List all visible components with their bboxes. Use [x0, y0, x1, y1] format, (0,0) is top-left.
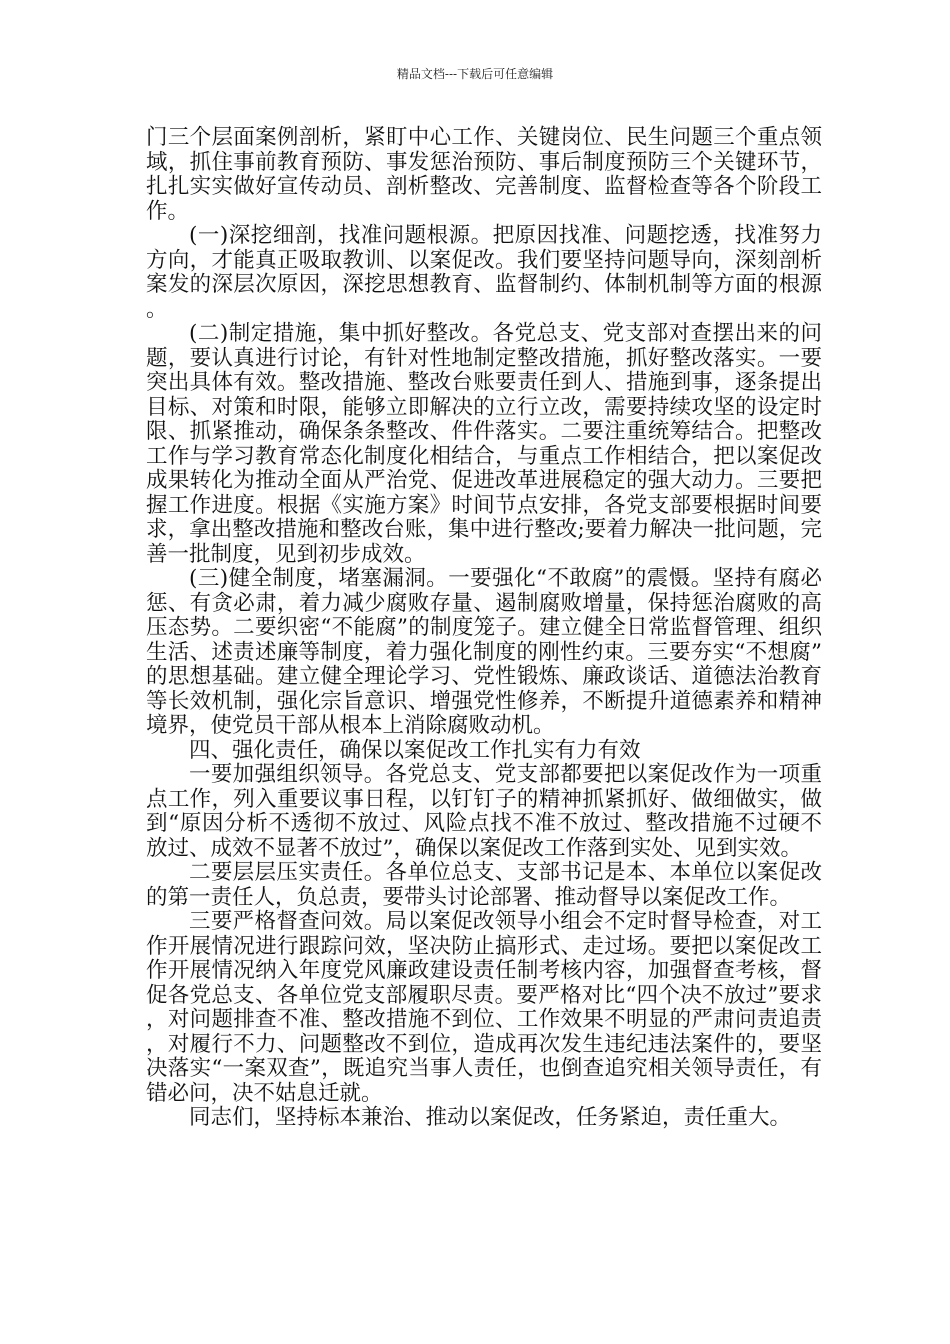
paragraph-rectification-measures: (二)制定措施，集中抓好整改。各党总支、党支部对查摆出来的问题，要认真进行讨论，有针对性地制定整改措施，抓好整改落实。一要突出具体有效。整改措施、整改台账要责任到人、措施到事，逐条提出目标、对策和时限，能够立即解决的立行立改，需要持续攻坚的设定时限、抓紧推动，确保条条整改、件件落实。二要注重统筹结合。把整改工作与学习教育常态化制度化相结合，与重点工作相结合，把以案促改成果转化为推动全面从严治党、促进改革进展稳定的强大动力。三要把握工作进度。根据《实施方案》时间节点安排，各党支部要根据时间要求，拿出整改措施和整改台账，集中进行整改;要着力解决一批问题，完善一批制度，见到初步成效。 [146, 321, 822, 567]
paragraph-sound-system: (三)健全制度，堵塞漏洞。一要强化“不敢腐”的震慑。坚持有腐必惩、有贪必肃，着力减少腐败存量、遏制腐败增量，保持惩治腐败的高压态势。二要织密“不能腐”的制度笼子。建立健全日常监督管理、组织生活、述责述廉等制度，着力强化制度的刚性约束。三要夯实“不想腐”的思想基础。建立健全理论学习、党性锻炼、廉政谈话、道德法治教育等长效机制，强化宗旨意识、增强党性修养，不断提升道德素养和精神境界，使党员干部从根本上消除腐败动机。 [146, 566, 822, 738]
section-heading-responsibility: 四、强化责任，确保以案促改工作扎实有力有效 [189, 737, 641, 763]
page-header: 精品文档---下载后可任意编辑 [396, 67, 554, 81]
document-body [146, 126, 822, 1131]
paragraph-organizational-leadership: 一要加强组织领导。各党总支、党支部都要把以案促改作为一项重点工作，列入重要议事日程，以钉钉子的精神抓紧抓好、做细做实，做到“原因分析不透彻不放过、风险点找不准不放过、整改措施不过硬不放过、成效不显著不放过”，确保以案促改工作落到实处、见到实效。 [146, 762, 822, 861]
paragraph-layered-responsibility: 二要层层压实责任。各单位总支、支部书记是本、本单位以案促改的第一责任人，负总责，要带头讨论部署、推动督导以案促改工作。 [146, 860, 822, 910]
paragraph-dig-root-causes: (一)深挖细剖，找准问题根源。把原因找准、问题挖透，找准努力方向，才能真正吸取教训、以案促改。我们要坚持问题导向，深刻剖析案发的深层次原因，深挖思想教育、监督制约、体制机制等方面的根源。 [146, 223, 822, 322]
paragraph-closing: 同志们，坚持标本兼治、推动以案促改，任务紧迫，责任重大。 [189, 1105, 792, 1130]
paragraph-case-analysis: 门三个层面案例剖析，紧盯中心工作、关键岗位、民生问题三个重点领域，抓住事前教育预防、事发惩治预防、事后制度预防三个关键环节，扎扎实实做好宣传动员、剖析整改、完善制度、监督检查等各个阶段工作。 [146, 125, 822, 224]
paragraph-strict-supervision: 三要严格督查问效。局以案促改领导小组会不定时督导检查，对工作开展情况进行跟踪问效，坚决防止搞形式、走过场。要把以案促改工作开展情况纳入年度党风廉政建设责任制考核内容，加强督查考核，督促各党总支、各单位党支部履职尽责。要严格对比“四个决不放过”要求，对问题排查不准、整改措施不到位、工作效果不明显的严肃问责追责，对履行不力、问题整改不到位，造成再次发生违纪违法案件的，要坚决落实“一案双查”，既追究当事人责任，也倒查追究相关领导责任，有错必问，决不姑息迁就。 [146, 909, 822, 1106]
